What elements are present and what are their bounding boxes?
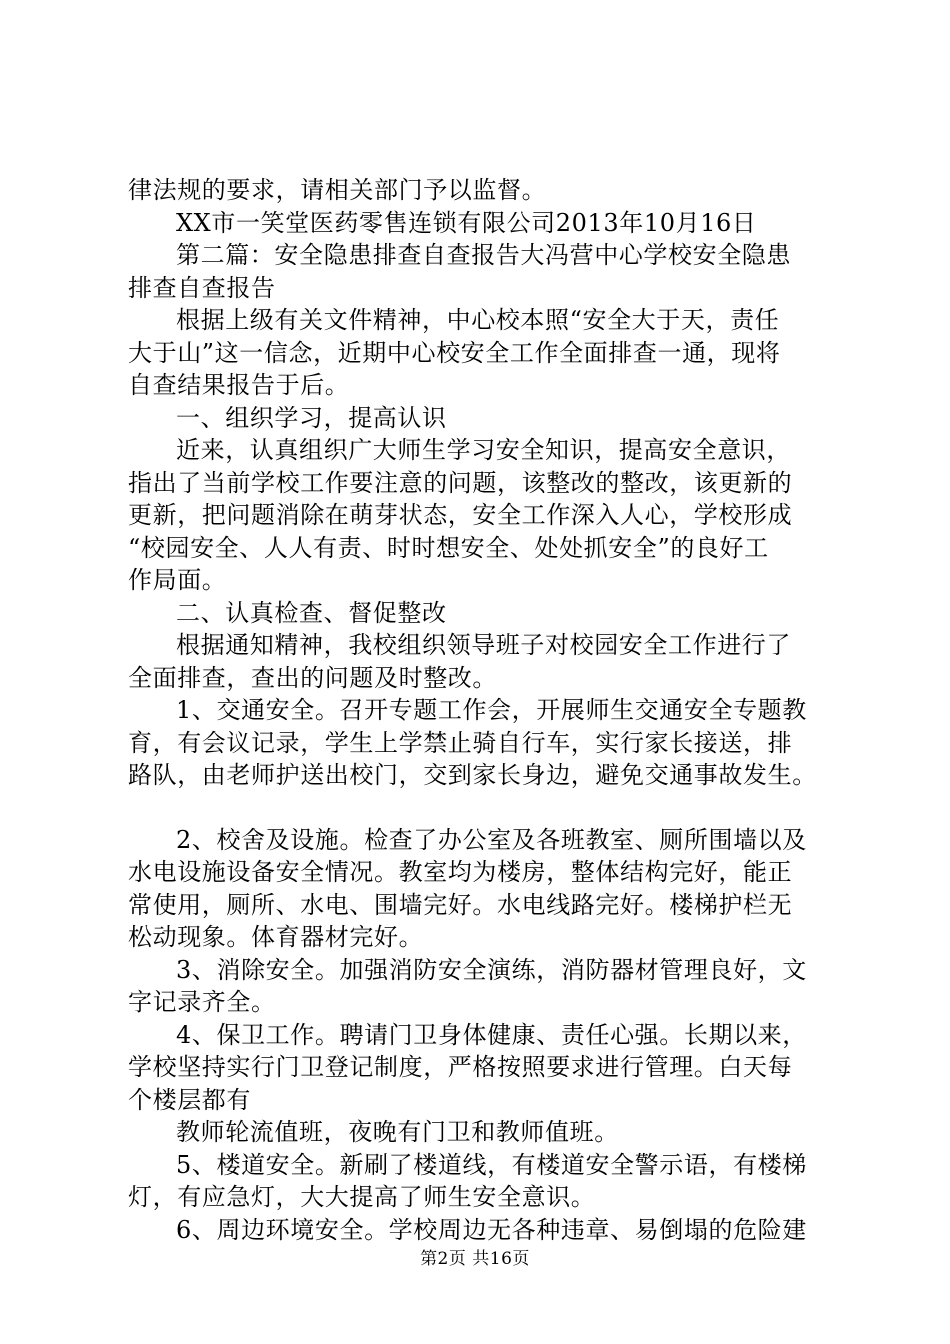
- text-line: 自查结果报告于后。: [128, 371, 350, 399]
- text-line: 律法规的要求，请相关部门予以监督。: [128, 176, 547, 204]
- text-line: 二、认真检查、督促整改: [176, 598, 447, 627]
- text-line: 第二篇：安全隐患排查自查报告大冯营中心学校安全隐患: [176, 241, 791, 269]
- text-line: 指出了当前学校工作要注意的问题，该整改的整改，该更新的: [128, 468, 793, 497]
- document-body: [128, 174, 840, 1246]
- text-line: 字记录齐全。: [128, 988, 276, 1016]
- text-line: 5、楼道安全。新刷了楼道线，有楼道安全警示语，有楼梯: [176, 1150, 807, 1179]
- text-line: 个楼层都有: [128, 1085, 251, 1114]
- text-line: 排查自查报告: [128, 273, 276, 302]
- text-line: XX市一笑堂医药零售连锁有限公司2013年10月16日: [176, 208, 757, 237]
- text-line: 灯，有应急灯，大大提高了师生安全意识。: [128, 1183, 596, 1211]
- text-line: 4、保卫工作。聘请门卫身体健康、责任心强。长期以来，: [176, 1020, 807, 1049]
- text-line: 教师轮流值班，夜晚有门卫和教师值班。: [176, 1118, 619, 1146]
- text-line: 全面排查，查出的问题及时整改。: [128, 663, 497, 692]
- text-line: 6、周边环境安全。学校周边无各种违章、易倒塌的危险建: [176, 1215, 807, 1244]
- text-line: 根据上级有关文件精神，中心校本照“安全大于天，责任: [176, 306, 780, 334]
- text-line: 作局面。: [128, 566, 227, 594]
- page-footer: 第2页 共16页: [420, 1249, 530, 1269]
- text-line: 根据通知精神，我校组织领导班子对校园安全工作进行了: [176, 631, 791, 659]
- text-line: 3、消除安全。加强消防安全演练，消防器材管理良好，文: [176, 955, 807, 984]
- text-line: 育，有会议记录，学生上学禁止骑自行车，实行家长接送，排: [128, 728, 793, 757]
- text-line: 水电设施设备安全情况。教室均为楼房，整体结构完好，能正: [128, 858, 793, 886]
- text-line: 一、组织学习，提高认识: [176, 403, 447, 432]
- text-line: 学校坚持实行门卫登记制度，严格按照要求进行管理。白天每: [128, 1053, 793, 1081]
- text-line: “校园安全、人人有责、时时想安全、处处抓安全”的良好工: [128, 533, 769, 562]
- text-line: 2、校舍及设施。检查了办公室及各班教室、厕所围墙以及: [176, 825, 807, 854]
- text-line: 更新，把问题消除在萌芽状态，安全工作深入人心，学校形成: [128, 501, 793, 529]
- text-line: 1、交通安全。召开专题工作会，开展师生交通安全专题教: [176, 696, 807, 724]
- text-line: 路队，由老师护送出校门，交到家长身边，避免交通事故发生。: [128, 761, 817, 789]
- text-block-top: [128, 174, 840, 792]
- text-line: 大于山”这一信念，近期中心校安全工作全面排查一通，现将: [128, 338, 781, 367]
- text-block-bottom: [128, 824, 840, 1247]
- text-line: 近来，认真组织广大师生学习安全知识，提高安全意识，: [176, 436, 791, 464]
- paragraph-gap: [128, 792, 840, 824]
- text-line: 松动现象。体育器材完好。: [128, 923, 424, 951]
- text-line: 常使用，厕所、水电、围墙完好。水电线路完好。楼梯护栏无: [128, 890, 793, 919]
